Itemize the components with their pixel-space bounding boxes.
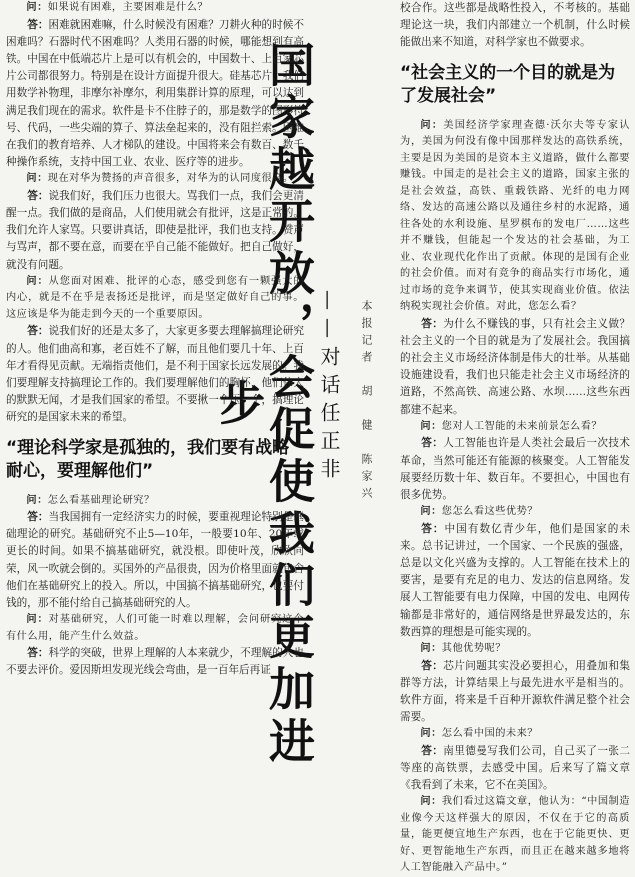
- question-paragraph: [6, 493, 304, 510]
- paragraph-text: 为什么不赚钱的事，只有社会主义做？社会主义的一个目的就是为了发展社会。我国搞的社会主义市场经济体制是伟大的壮举。从基础设施建设看，我们也只能走社会主义市场经济的道路，不然高铁、高速公路、水坝……这些东西都建不起来。: [400, 317, 631, 416]
- paragraph-text: 南里德曼写我们公司，自己买了一张二等座的高铁票，去感受中国。后来写了篇文章《我看到了未来，它不在美国》。: [400, 744, 631, 792]
- question-label: 问：: [420, 420, 442, 432]
- paragraph-text: 说我们好，我们压力也很大。骂我们一点，我们会更清醒一点。我们做的是商品，人们使用就会有批评，这是正常的。我们允许人家骂。只要讲真话，即使是批评，我们也支持。赞声与骂声，都不要在意，而要在乎自己能不能做好。把自己做好，就没有问题。: [6, 189, 305, 271]
- question-paragraph: [6, 612, 304, 645]
- question-paragraph: [6, 171, 304, 188]
- question-label: 问：: [26, 275, 49, 287]
- question-label: 问：: [26, 614, 49, 626]
- right-column: [400, 0, 630, 877]
- paragraph-text: 现在对华为赞扬的声音很多，对华为的认同度很高。: [47, 173, 294, 185]
- paragraph-text: 当我国拥有一定经济实力的时候，要重视理论特别是基础理论的研究。基础研究不止5—10年，一般要10年、20年或更长的时间。如果不搞基础研究，就没根。即使叶茂，欣欣向荣，风一吹就会倒的。买国外的产品很贵，因为价格里面就包含他们在基础研究上的投入。所以，中国搞不搞基础研究，也要付钱的，那不能付给自己搞基础研究的人。: [6, 511, 305, 610]
- paragraph-text: 对基础研究，人们可能一时难以理解，会问研究这个有什么用，能产生什么效益。: [6, 614, 305, 642]
- paragraph-text: 说我们好的还是太多了，大家更多要去理解搞理论研究的人。他们曲高和寡，老百姓不了解，而且他们要几十年、上百年才看得见贡献。无端指责他们，是不利于国家长远发展的。我们要理解支持搞理论工作的。我们要理解他们的胸怀，他们伟大的默默无闻，才是我们国家的希望。不要揪一个压一个，搞理论研究的是国家未来的希望。: [6, 325, 305, 424]
- answer-paragraph: [400, 0, 630, 52]
- question-label: 问：: [26, 173, 48, 185]
- article-subtitle: ——对话任正非: [317, 290, 341, 486]
- paragraph-text: 人工智能也许是人类社会最后一次技术革命，当然可能还有能源的核聚变。人工智能发展要经历数十年、数百年。不要担心，中国也有很多优势。: [400, 437, 631, 501]
- answer-label: 答：: [27, 18, 49, 31]
- answer-label: 答：: [421, 744, 444, 757]
- left-column: [6, 0, 304, 680]
- article-byline: 本报记者 胡 健 陈家兴: [360, 300, 373, 504]
- answer-paragraph: [400, 521, 630, 641]
- question-paragraph: [6, 274, 304, 324]
- question-paragraph: [400, 794, 630, 877]
- paragraph-text: 从您面对困难、批评的心态，感受到您有一颗强大的内心，就是不在乎是表扬还是批评，而是坚定做好自己的事。这应该是华为能走到今天的一个重要原因。: [6, 275, 305, 320]
- answer-paragraph: [400, 658, 630, 727]
- paragraph-text: 您对人工智能的未来前景怎么看？: [441, 420, 603, 432]
- question-label: 问：: [420, 796, 442, 808]
- question-paragraph: [6, 0, 304, 17]
- answer-paragraph: [6, 509, 304, 612]
- answer-label: 答：: [421, 317, 444, 330]
- paragraph-text: 困难就困难嘛，什么时候没有困难？刀耕火种的时候不困难吗？石器时代不困难吗？人类用石器的时候，哪能想到有高铁。中国在中低端芯片上是可以有机会的，中国数十、上百家芯片公司都很努力。特别是在设计方面提升很大。硅基芯片，我们用数学补物理，非摩尔补摩尔，利用集群计算的原理，可以达到满足我们现在的需求。软件是卡不住脖子的，那是数学的图形符号、代码，一些尖端的算子、算法垒起来的，没有阻拦索。困难在我们的教育培养、人才梯队的建设。中国将来会有数百、数千种操作系统，支持中国工业、农业、医疗等的进步。: [6, 18, 305, 169]
- paragraph-text: 怎么看中国的未来？: [441, 728, 538, 740]
- question-paragraph: [400, 504, 630, 521]
- answer-label: 答：: [421, 659, 444, 672]
- answer-label: 答：: [27, 647, 49, 660]
- answer-label: 答：: [421, 437, 444, 450]
- answer-label: 答：: [27, 511, 49, 524]
- question-label: 问：: [420, 643, 442, 655]
- answer-label: 答：: [27, 189, 49, 202]
- question-paragraph: [400, 419, 630, 436]
- paragraph-text: 校合作。这些都是战略性投入，不考核的。基础理论这一块，我们内部建立一个机制，什么时候能做出来不知道，对科学家也不做要求。: [400, 2, 630, 49]
- section-heading-text: “社会主义的一个目的就是为了发展社会”: [400, 62, 616, 106]
- answer-label: 答：: [421, 522, 445, 535]
- section-heading: [400, 62, 630, 108]
- paragraph-text: 我们看过这篇文章，他认为：“中国制造业像今天这样强大的原因，不仅在于它的高质量，能更便宜地生产东西，也在于它能更快、更好、更智能地生产东西，而且正在越来越多地将人工智能融入产品中。”: [400, 796, 630, 874]
- answer-paragraph: [400, 435, 630, 504]
- paragraph-text: 芯片问题其实没必要担心，用叠加和集群等方法，计算结果上与最先进水平是相当的。软件方面，将来是千百种开源软件满足整个社会需要。: [400, 659, 631, 724]
- paragraph-text: 您怎么看这些优势？: [441, 506, 538, 518]
- section-heading: [6, 437, 304, 483]
- question-label: 问：: [420, 506, 442, 518]
- answer-paragraph: [6, 17, 304, 172]
- answer-paragraph: [6, 323, 304, 426]
- answer-paragraph: [400, 743, 630, 795]
- question-paragraph: [400, 641, 630, 658]
- paragraph-text: 科学的突破，世界上理解的人本来就少，不理解的人也不要去评价。爱因斯坦发现光线会弯曲，是一百年后再证: [6, 647, 305, 677]
- paragraph-text: 如果说有困难，主要困难是什么？: [47, 2, 209, 13]
- paragraph-text: 怎么看基础理论研究？: [47, 494, 155, 506]
- question-label: 问：: [420, 728, 442, 740]
- paragraph-text: 其他优势呢？: [441, 643, 506, 655]
- answer-paragraph: [6, 645, 304, 679]
- section-heading-text: “理论科学家是孤独的，我们要有战略耐心，要理解他们”: [6, 437, 290, 481]
- question-paragraph: [400, 726, 630, 743]
- answer-paragraph: [6, 188, 304, 274]
- question-label: 问：: [420, 119, 444, 131]
- paragraph-text: 美国经济学家理查德·沃尔夫等专家认为，美国为何没有像中国那样发达的高铁系统，主要是因为美国的是资本主义道路，做什么都要赚钱。中国走的是社会主义的道路，国家主张的是社会效益，高铁、重载铁路、光纤的电力网络、发达的高速公路以及通往乡村的水泥路，通往各处的水利设施、星罗棋布的发电厂……这些并不赚钱，但能起一个发达的社会基础，为工业、农业现代化作出了贡献。体现的是国有企业的社会价值。而对有竞争的商品实行市场化，通过市场的竞争来调节，使其实现商业价值。依法纳税实现社会价值。对此，您怎么看？: [400, 119, 630, 313]
- question-label: 问：: [26, 494, 48, 506]
- question-label: 问：: [26, 2, 48, 13]
- paragraph-text: 中国有数亿青少年，他们是国家的未来。总书记讲过，一个国家、一个民族的强盛，总是以文化兴盛为支撑的。人工智能在技术上的要害，是要有充足的电力、发达的信息网络。发展人工智能要有电力保障，中国的发电、电网传输都是非常好的，通信网络是世界最发达的，东数西算的理想是可能实现的。: [400, 522, 631, 638]
- question-paragraph: [400, 118, 630, 316]
- answer-label: 答：: [27, 325, 49, 338]
- answer-paragraph: [400, 316, 630, 419]
- article-title: 国家越开放，会促使我们更加进步: [212, 40, 316, 769]
